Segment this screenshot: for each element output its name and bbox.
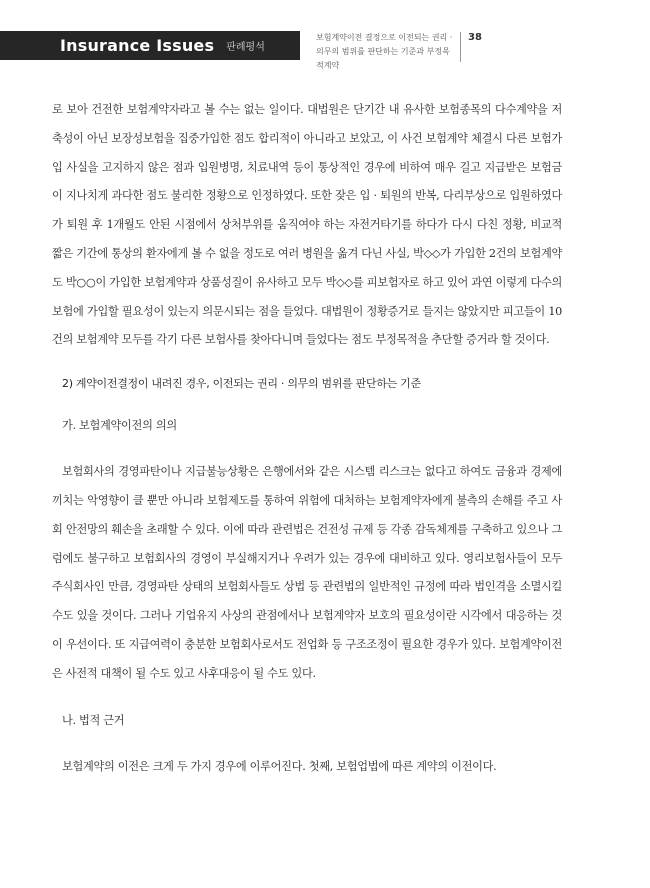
body-paragraph-3: 보험계약의 이전은 크게 두 가지 경우에 이루어진다. 첫째, 보험업법에 따른 계약의 이전이다. (62, 759, 497, 773)
article-body (52, 96, 562, 781)
body-paragraph-2: 보험회사의 경영파탄이나 지급불능상황은 은행에서와 같은 시스템 리스크는 없다고 하여도 금융과 경제에 끼치는 악영향이 클 뿐만 아니라 보험제도를 통하여 위험에 대처하는 보험계약자에게 불측의 손해를 주고 사회 안전망의 훼손을 초래할 수 있다. 이에 따라 관련법은 건전성 규제 등 각종 감독체계를 구축하고 있으나 그럼에도 불구하고 보험회사의 경영이 부실해지거나 우려가 있는 경우에 대비하고 있다. 영리보험사들이 모두 주식회사인 만큼, 경영파탄 상태의 보험회사들도 상법 등 관련법의 일반적인 규정에 따라 법인격을 소멸시킬 수도 있을 것이다. 그러나 기업유지 사상의 관점에서나 보험계약자 보호의 필요성이란 시각에서 대응하는 것이 우선이다. 또 지급여력이 충분한 보험회사로서도 전업화 등 구조조정이 필요한 경우가 있다. 보험계약이전은 사전적 대책이 될 수도 있고 사후대응이 될 수도 있다. (52, 465, 562, 680)
item-heading-na: 나. 법적 근거 (62, 713, 125, 727)
subsection-heading: 2) 계약이전결정이 내려진 경우, 이전되는 권리 · 의무의 범위를 판단하는 기준 (62, 377, 421, 391)
running-title: 보험계약이전 결정으로 이전되는 권리 · 의무의 범위를 판단하는 기준과 부정목적계약 (316, 33, 453, 70)
item-heading-ga: 가. 보험계약이전의 의의 (62, 419, 177, 433)
page-number-divider (460, 32, 461, 62)
magazine-title: Insurance Issues (60, 36, 215, 55)
body-paragraph-1: 로 보아 건전한 보험계약자라고 볼 수는 없는 일이다. 대법원은 단기간 내 유사한 보험종목의 다수계약을 저축성이 아닌 보장성보험을 집중가입한 점도 합리적이 아니라고 보았고, 이 사건 보험계약 체결시 다른 보험가입 사실을 고지하지 않은 점과 입원병명, 치료내역 등이 통상적인 경우에 비하여 매우 길고 지급받은 보험금이 지나치게 과다한 점도 불리한 정황으로 인정하였다. 또한 잦은 입 · 퇴원의 반복, 다리부상으로 입원하였다가 퇴원 후 1개월도 안된 시점에서 상처부위를 움직여야 하는 자전거타기를 하다가 다시 다친 정황, 비교적 짧은 기간에 통상의 환자에게 볼 수 없을 정도로 여러 병원을 옮겨 다닌 사실, 박◇◇가 가입한 2건의 보험계약도 박○○이 가입한 보험계약과 상품성질이 유사하고 모두 박◇◇를 피보험자로 하고 있어 과연 이렇게 다수의 보험에 가입할 필요성이 있는지 의문시되는 점을 들었다. 대법원이 정황증거로 들지는 않았지만 피고들이 10건의 보험계약 모두를 각기 다른 보험사를 찾아다니며 들었다는 점도 부정목적을 추단할 증거라 할 것이다. (52, 103, 562, 347)
section-label: 판례평석 (226, 42, 265, 53)
page-number: 38 (468, 32, 482, 43)
header-band (0, 31, 300, 60)
